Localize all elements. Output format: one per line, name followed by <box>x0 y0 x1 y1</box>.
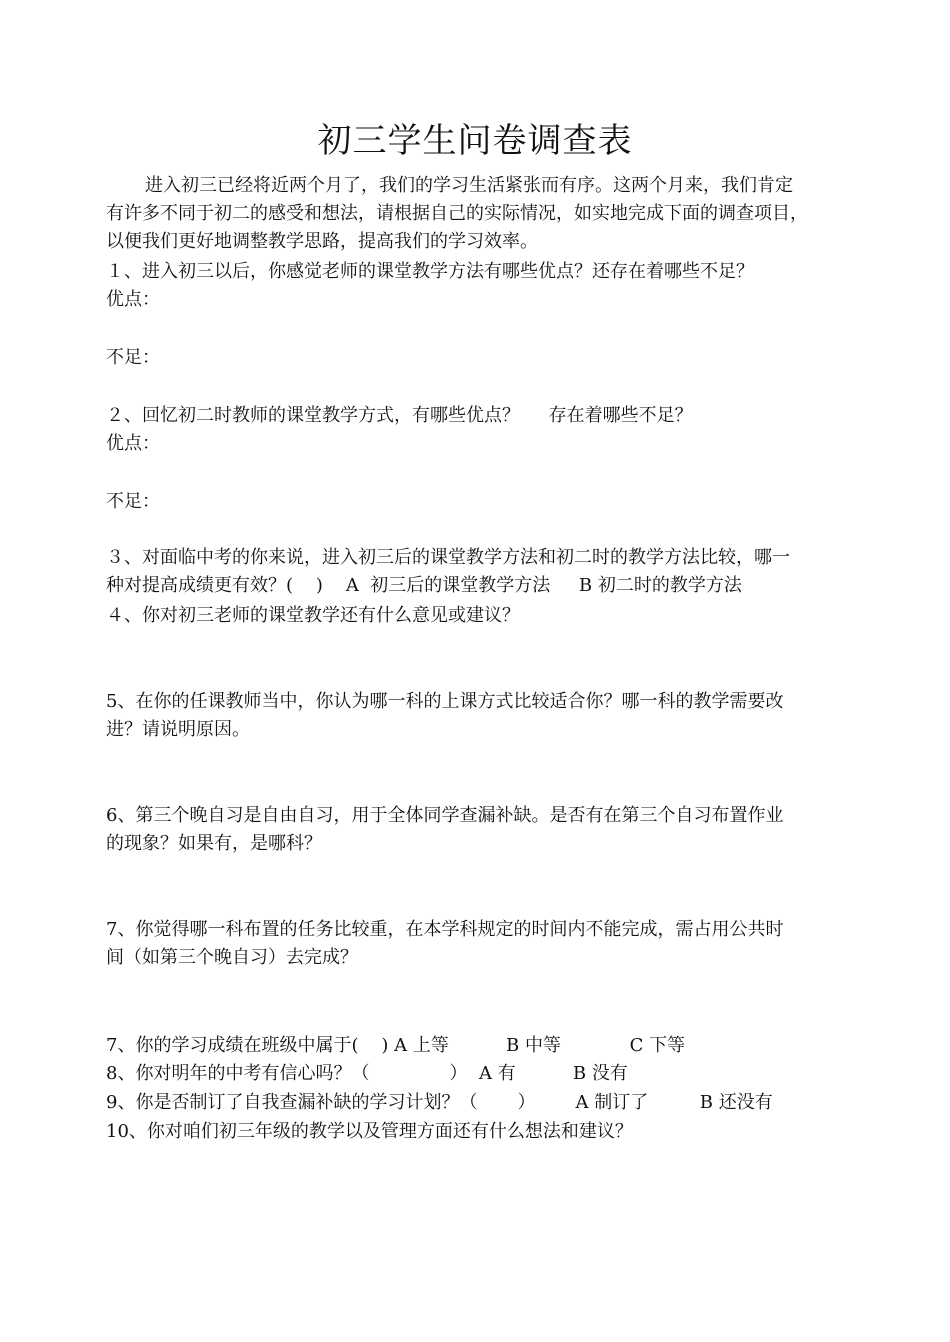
question-1-cons-label: 不足： <box>106 347 160 368</box>
question-3-line-2: 种对提高成绩更有效？( ) A 初三后的课堂教学方法 B 初二时的教学方法 <box>106 575 742 596</box>
question-7b: 7、你的学习成绩在班级中属于( ) A 上等 B 中等 C 下等 <box>106 1035 686 1056</box>
question-4: ４、你对初三老师的课堂教学还有什么意见或建议？ <box>106 605 520 626</box>
question-10: 10、你对咱们初三年级的教学以及管理方面还有什么想法和建议？ <box>106 1121 633 1142</box>
question-9: 9、你是否制订了自我查漏补缺的学习计划？（ ） A 制订了 B 还没有 <box>106 1092 773 1113</box>
intro-line-2: 有许多不同于初二的感受和想法，请根据自己的实际情况，如实地完成下面的调查项目， <box>106 203 808 224</box>
question-1: １、进入初三以后，你感觉老师的课堂教学方法有哪些优点？还存在着哪些不足？ <box>106 261 754 282</box>
page-title: 初三学生问卷调查表 <box>317 121 633 161</box>
intro-line-3: 以便我们更好地调整教学思路，提高我们的学习效率。 <box>106 231 538 252</box>
question-2: ２、回忆初二时教师的课堂教学方式，有哪些优点？ 存在着哪些不足？ <box>106 405 693 426</box>
question-2-cons-label: 不足： <box>106 491 160 512</box>
question-5-line-2: 进？请说明原因。 <box>106 719 250 740</box>
question-8: 8、你对明年的中考有信心吗？（ ） A 有 B 没有 <box>106 1063 628 1084</box>
question-5-line-1: 5、在你的任课教师当中，你认为哪一科的上课方式比较适合你？哪一科的教学需要改 <box>106 691 784 712</box>
question-2-pros-label: 优点： <box>106 433 160 454</box>
question-7a-line-1: 7、你觉得哪一科布置的任务比较重，在本学科规定的时间内不能完成，需占用公共时 <box>106 919 784 940</box>
question-6-line-2: 的现象？如果有，是哪科？ <box>106 833 322 854</box>
question-3-line-1: ３、对面临中考的你来说，进入初三后的课堂教学方法和初二时的教学方法比较，哪一 <box>106 547 790 568</box>
intro-line-1: 进入初三已经将近两个月了，我们的学习生活紧张而有序。这两个月来，我们肯定 <box>145 175 793 196</box>
question-6-line-1: 6、第三个晚自习是自由自习，用于全体同学查漏补缺。是否有在第三个自习布置作业 <box>106 805 784 826</box>
question-7a-line-2: 间（如第三个晚自习）去完成？ <box>106 947 358 968</box>
question-1-pros-label: 优点： <box>106 289 160 310</box>
